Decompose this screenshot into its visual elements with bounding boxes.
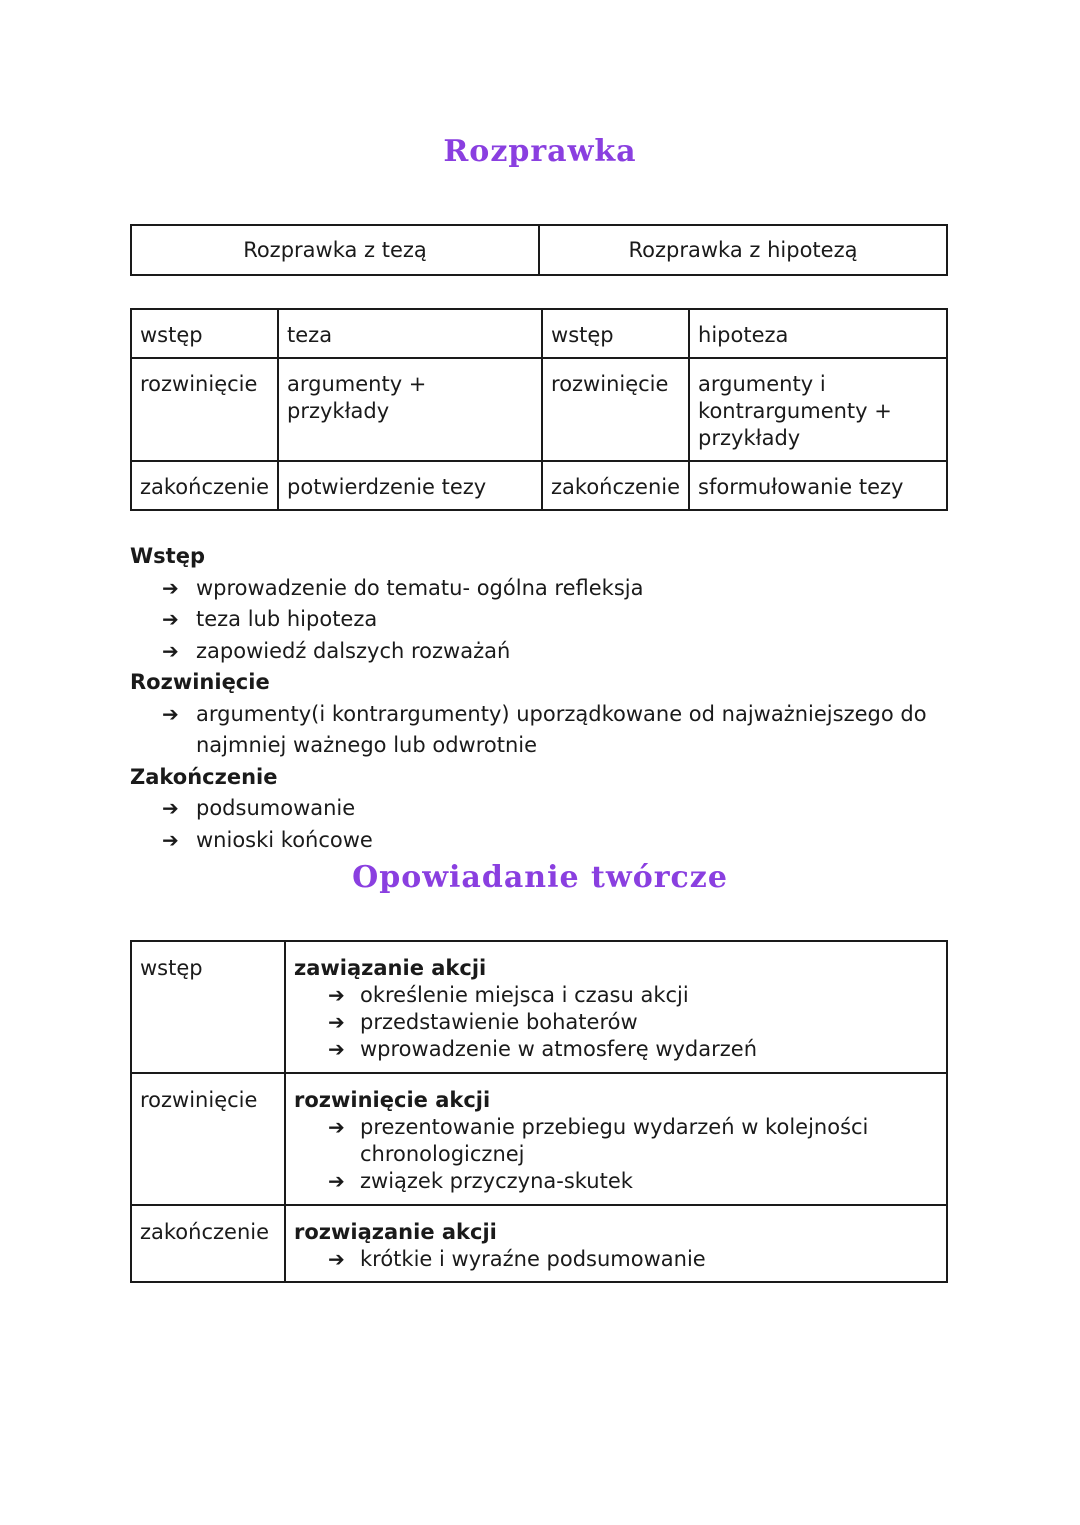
list-item (162, 573, 950, 605)
essay-notes (130, 541, 950, 856)
table-cell: wstęp (131, 309, 278, 358)
table-row (131, 358, 947, 461)
list-item (328, 1036, 938, 1063)
table-cell: sformułowanie tezy (689, 461, 947, 510)
arrow-right-icon: ➔ (162, 796, 179, 820)
table-cell: hipoteza (689, 309, 947, 358)
bullet-list (130, 793, 950, 856)
table-row (131, 1205, 947, 1282)
list-item (328, 1168, 938, 1195)
bullet-list (294, 1114, 938, 1195)
table-cell: potwierdzenie tezy (278, 461, 542, 510)
story-structure-table (130, 940, 948, 1283)
table-row (131, 941, 947, 1073)
arrow-right-icon: ➔ (328, 1169, 345, 1193)
table-cell: argumenty + przykłady (278, 358, 542, 461)
stage-title: rozwiązanie akcji (294, 1220, 497, 1244)
table-cell: argumenty i kontrargumenty + przykłady (689, 358, 947, 461)
bullet-list (294, 1246, 938, 1273)
arrow-right-icon: ➔ (162, 607, 179, 631)
list-item (162, 825, 950, 857)
list-item-text: zapowiedź dalszych rozważań (196, 638, 511, 663)
list-item (162, 793, 950, 825)
list-item-text: wprowadzenie w atmosferę wydarzeń (360, 1037, 758, 1061)
table-cell (285, 941, 947, 1073)
page-title-rozprawka: Rozprawka (443, 134, 637, 169)
arrow-right-icon: ➔ (162, 827, 179, 852)
arrow-right-icon: ➔ (162, 701, 179, 726)
arrow-right-icon: ➔ (328, 1037, 345, 1061)
arrow-right-icon: ➔ (162, 638, 179, 663)
type-thesis: Rozprawka z tezą (131, 225, 539, 275)
bullet-list (130, 699, 950, 762)
table-cell: rozwinięcie (131, 1073, 285, 1205)
bullet-list (130, 573, 950, 668)
list-item (328, 1246, 938, 1273)
table-cell: rozwinięcie (542, 358, 689, 461)
arrow-right-icon: ➔ (328, 983, 345, 1007)
table-cell: wstęp (542, 309, 689, 358)
list-item-text: wprowadzenie do tematu- ogólna refleksja (196, 575, 644, 600)
table-row (131, 309, 947, 358)
list-item-text: krótkie i wyraźne podsumowanie (360, 1247, 706, 1271)
list-item-text: podsumowanie (196, 796, 356, 820)
essay-types-table (130, 224, 948, 276)
section-heading-conclusion: Zakończenie (130, 764, 278, 789)
table-cell: zakończenie (131, 1205, 285, 1282)
arrow-right-icon: ➔ (162, 575, 179, 600)
table-row (131, 461, 947, 510)
list-item (328, 1114, 938, 1168)
essay-structure-table (130, 308, 948, 511)
list-item (162, 604, 950, 636)
table-cell (285, 1205, 947, 1282)
table-cell: wstęp (131, 941, 285, 1073)
arrow-right-icon: ➔ (328, 1247, 345, 1271)
section-heading-body: Rozwinięcie (130, 670, 270, 694)
table-cell: zakończenie (131, 461, 278, 510)
stage-title: rozwinięcie akcji (294, 1088, 491, 1112)
page-title-opowiadanie: Opowiadanie twórcze (352, 860, 728, 895)
table-row (131, 225, 947, 275)
table-cell: teza (278, 309, 542, 358)
stage-title: zawiązanie akcji (294, 956, 487, 980)
list-item-text: prezentowanie przebiegu wydarzeń w kolejności chronologicznej (360, 1115, 869, 1166)
arrow-right-icon: ➔ (328, 1115, 345, 1139)
type-hypothesis: Rozprawka z hipotezą (539, 225, 947, 275)
arrow-right-icon: ➔ (328, 1010, 345, 1034)
list-item-text: związek przyczyna-skutek (360, 1169, 633, 1193)
list-item-text: przedstawienie bohaterów (360, 1010, 638, 1034)
table-cell: zakończenie (542, 461, 689, 510)
list-item-text: określenie miejsca i czasu akcji (360, 983, 689, 1007)
list-item-text: wnioski końcowe (196, 827, 373, 852)
table-row (131, 1073, 947, 1205)
list-item (328, 1009, 938, 1036)
list-item-text: teza lub hipoteza (196, 607, 378, 631)
table-cell (285, 1073, 947, 1205)
list-item (162, 699, 950, 762)
list-item-text: argumenty(i kontrargumenty) uporządkowane od najważniejszego do najmniej ważnego lub odwrotnie (196, 701, 927, 757)
list-item (328, 982, 938, 1009)
list-item (162, 636, 950, 668)
table-cell: rozwinięcie (131, 358, 278, 461)
section-heading-intro: Wstęp (130, 544, 205, 568)
bullet-list (294, 982, 938, 1063)
